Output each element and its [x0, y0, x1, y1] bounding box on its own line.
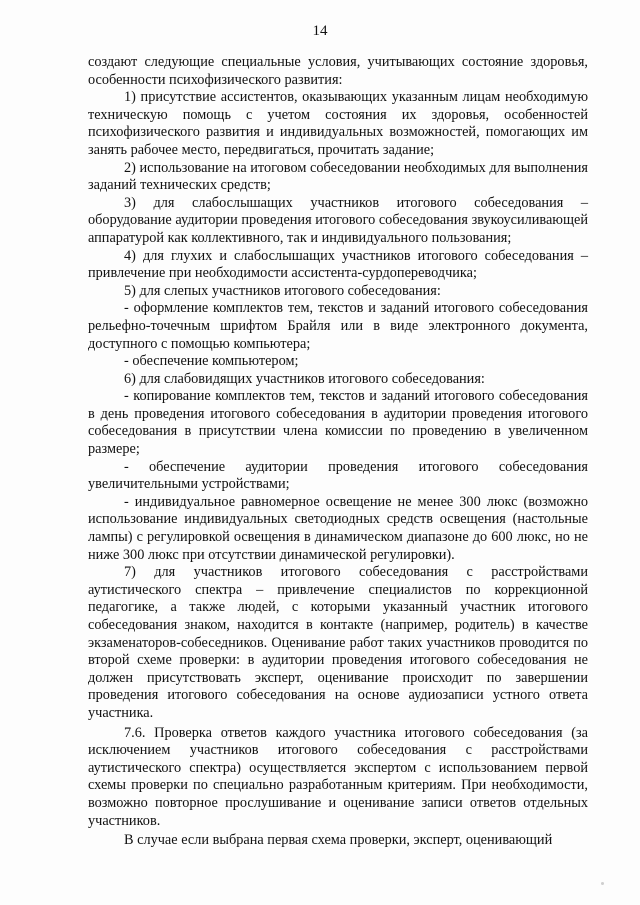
paragraph-item-3: 3) для слабослышащих участников итогового собеседования – оборудование аудитории проведения итогового собеседования звукоусиливающей аппаратурой как коллективного, так и индивидуального пользования;	[88, 194, 588, 246]
paragraph-item-6-sub-3: - индивидуальное равномерное освещение не менее 300 люкс (возможно использование индивидуальных светодиодных средств освещения (настольные лампы) с регулировкой освещения в динамическом диапазоне до 600 люкс, но не ниже 300 люкс при отсутствии динамической регулировки).	[88, 493, 588, 563]
paragraph-item-6: 6) для слабовидящих участников итогового собеседования:	[124, 370, 485, 387]
paragraph-item-6-sub-1: - копирование комплектов тем, текстов и заданий итогового собеседования в день проведения итогового собеседования в аудитории проведения итогового собеседования в присутствии члена комиссии по проведению в увеличенном размере;	[88, 388, 588, 458]
paragraph-item-7: 7) для участников итогового собеседования с расстройствами аутистического спектра – привлечение специалистов по коррекционной педагогике, а также людей, с которыми указанный участник итогового собеседования знаком, находится в контакте (например, родитель) в качестве экзаменаторов-собеседников. Оценивание работ таких участников проводится по второй схеме проверки: в аудитории проведения итогового собеседования не должен присутствовать эксперт, оценивание происходит по завершении проведения итогового собеседования на основе аудиозаписи устного ответа участника.	[88, 564, 588, 721]
paragraph-section-7-6: 7.6. Проверка ответов каждого участника итогового собеседования (за исключением участников итогового собеседования с расстройствами аутистического спектра) осуществляется экспертом с использованием первой схемы проверки по специально разработанным критериям. При необходимости, возможно повторное прослушивание и оценивание записи ответов отдельных участников.	[88, 724, 588, 829]
paragraph-item-1: 1) присутствие ассистентов, оказывающих указанным лицам необходимую техническую помощь с учетом состояния их здоровья, особенностей психофизического развития и индивидуальных возможностей, помогающих им занять рабочее место, передвигаться, прочитать задание;	[88, 89, 588, 158]
paragraph-first-scheme: В случае если выбрана первая схема проверки, эксперт, оценивающий	[124, 832, 553, 849]
page-number: 14	[312, 23, 328, 39]
paragraph-item-5-sub-1: - оформление комплектов тем, текстов и заданий итогового собеседования рельефно-точечным шрифтом Брайля или в виде электронного документа, доступного с помощью компьютера;	[88, 300, 588, 352]
paragraph-item-5-sub-2: - обеспечение компьютером;	[124, 353, 299, 370]
paragraph-item-4: 4) для глухих и слабослышащих участников итогового собеседования – привлечение при необходимости ассистента-сурдопереводчика;	[88, 247, 588, 282]
document-body	[88, 54, 588, 850]
paragraph-intro-continuation: создают следующие специальные условия, учитывающих состояние здоровья, особенности психофизического развития:	[88, 54, 588, 88]
paragraph-item-5: 5) для слепых участников итогового собеседования:	[124, 282, 441, 299]
paragraph-item-2: 2) использование на итоговом собеседовании необходимых для выполнения заданий технических средств;	[88, 159, 588, 194]
paragraph-item-6-sub-2: - обеспечение аудитории проведения итогового собеседования увеличительными устройствами;	[88, 458, 588, 493]
scan-dot	[601, 882, 604, 885]
